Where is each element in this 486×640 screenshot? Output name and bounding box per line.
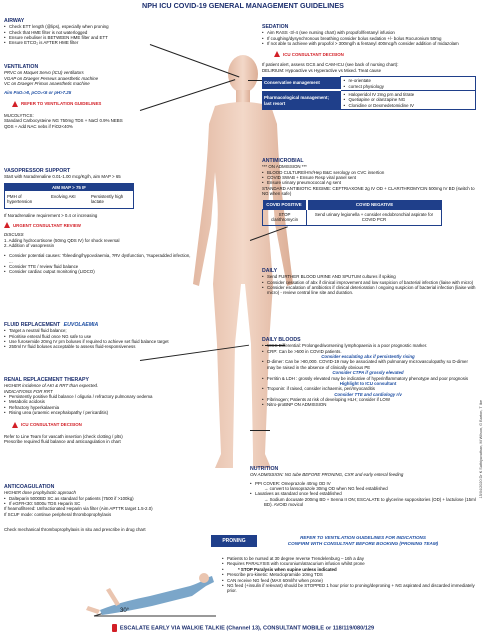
rrt-line: Refer to Line Team for vascath insertion (check clotting / plts) — [4, 433, 123, 439]
daily-section — [262, 268, 476, 296]
daily-item: • Consider escalation of antibiotics if clinical deterioration / ongoing suspicion of bacterial infection (liaise with micro) - review central line site and duration. — [262, 285, 476, 296]
nutrition-line: ON ADMISSION: NG tube BEFORE PRONING, CXR and early enteral feeding — [250, 472, 404, 478]
delirium-table — [262, 76, 476, 110]
pharm-item: • Clonidine or Dexmedetomidine IV — [344, 103, 473, 108]
vaso-discuss: DISCUSS — [4, 232, 24, 238]
sedation-icu-decision: ICU CONSULTANT DECISION — [283, 51, 344, 57]
vent-line: VC on Draeger Primus anaesthetic machine — [4, 81, 90, 87]
airway-item: • Ensure nebuliser is BETWEEN HME filter and ETT — [4, 35, 202, 40]
vaso-consider: • Consider cardiac output monitoring (LIDCO) — [4, 269, 194, 274]
bloods-item: • D-dimer: Can be >80,000. COVID-19 may be associated with pulmonary microvasculopathy so D-dimer may be raised in the absence of clinically obvious PE — [262, 359, 474, 370]
fluid-item: • Use furosemide 20mg IV prn boluses if required to achieve set fluid balance target — [4, 339, 179, 344]
conservative-cell: Conservative management — [262, 77, 340, 91]
pharmacological-cell: Pharmacological management; last resort — [262, 90, 340, 109]
vent-aim: Aim PaO₂>8, pCO₂<6 or pH>7.25 — [4, 90, 72, 96]
anticoag-heading: ANTICOAGULATION — [4, 484, 55, 490]
proning-item: • * STOP Paralysis when supine unless indicated — [222, 567, 476, 572]
rrt-line: HIGHER incidence of AKI & RRT than expected. — [4, 383, 99, 389]
proning-item: • NG feed (+insulin if relevant) should be STOPPED 1 hour prior to proning/deproning + NG aspirated and discarded immediately prior. — [222, 583, 476, 594]
daily-item: • Consider cessation of abx if clinical improvement and low suspicion of bacterial infection (liaise with micro) — [262, 280, 476, 285]
angle-label: 30° — [120, 608, 130, 614]
proning-refer-line: REFER TO VENTILATION GUIDELINES FOR INDICATIONS — [300, 535, 426, 540]
bloods-note: Highlight to ICU consultant — [339, 380, 397, 386]
anticoag-section — [4, 484, 194, 533]
anticoag-line: If SCUF mode: continue peripheral thromboprophylaxis — [4, 511, 112, 517]
conservative-item: • re-orientate — [344, 78, 473, 83]
vaso-if: If Noradrenaline requirement > 0.4 or increasing — [4, 212, 98, 218]
fluid-item: • Prioritise enteral fluid once NG safe to use — [4, 334, 179, 339]
bloods-item: • WCC Differential: Prolonged/worsening lymphopaenia is a poor prognostic marker. — [262, 343, 474, 348]
bloods-note: Consider CTPA if grossly elevated — [332, 370, 404, 376]
rrt-icu-decision: ICU CONSULTANT DECISION — [21, 421, 82, 427]
prone-patient-figure — [80, 560, 220, 620]
nutrition-item: • Laxatives as standard once feed established — [250, 491, 476, 496]
warning-icon — [12, 422, 18, 428]
proning-item: • Requires PARALYSIS with rocuronium/atracurium infusion whilst prone — [222, 561, 476, 566]
nutrition-heading: NUTRITION — [250, 466, 279, 472]
mucolytics-line: QDS + Add NAC nebs if FiO2<40% — [4, 123, 73, 129]
antimicrobial-section — [262, 158, 476, 226]
sedation-heading: SEDATION — [262, 24, 289, 30]
sedation-item: • If coughing/dysynchronous breathing consider bolus sedation +/- bolus Rocuronium 50mg — [262, 36, 476, 41]
covid-positive-head: COVID POSITIVE — [263, 200, 307, 210]
antimicro-admission: *** ON ADMISSION *** — [262, 164, 307, 170]
ventilation-section — [4, 64, 202, 129]
vaso-urgent: URGENT CONSULTANT REVIEW — [13, 222, 81, 228]
rrt-item: • Metabolic acidosis — [4, 399, 184, 404]
proning-heading: PRONING — [211, 535, 257, 547]
vent-line: PRVC on Maquet Servo (ICU) ventilators — [4, 70, 84, 76]
ventilation-heading: VENTILATION — [4, 64, 39, 70]
covid-positive-cell: STOP clarithromycin — [263, 209, 307, 225]
nutrition-sub: → convert to lansoprazole 30mg OD when NG feed established — [264, 486, 388, 492]
rrt-line: INDICATIONS FOR RRT — [4, 388, 53, 394]
vaso-heading: VASOPRESSOR SUPPORT — [4, 168, 71, 174]
vaso-start: Start with Noradrenaline 0.01-1.00 mcg/Kg/h, aim MAP > 65 — [4, 174, 121, 180]
pharm-item: • Quetiapine or olanzapine NG — [344, 97, 473, 102]
bloods-item: • Ferritin & LDH : grossly elevated may be indicative of hyperinflammatory phenotype and poor prognosis — [262, 376, 474, 381]
sedation-delirium: DELIRIUM: Hypoactive vs Hyperactive vs Mixed. Treat cause — [262, 67, 382, 73]
mucolytics-line: Standard Carbocysteine NG 750mg TDS + NaCl 0.9% NEBS — [4, 118, 123, 124]
airway-heading: AIRWAY — [4, 18, 25, 24]
bloods-note: Consider escalating abx if persistently rising — [321, 354, 415, 360]
bloods-item: • Fibrinogen; Patients at risk of developing HLH; consider if LOW — [262, 397, 474, 402]
mucolytics-label: MUCOLYTICS: — [4, 112, 34, 118]
vaso-consider: • Consider TTE / review fluid balance — [4, 264, 194, 269]
page-title: NPH ICU COVID-19 GENERAL MANAGEMENT GUIDELINES — [142, 1, 344, 10]
antimicrobial-heading: ANTIMICROBIAL — [262, 158, 304, 164]
vaso-discuss-item: 1. Adding hydrocortisone (50mg QDS IV) for shock reversal — [4, 237, 120, 243]
antimicro-item: • Ensure urinary pneumococcal Ag sent — [262, 180, 476, 185]
airway-item: • Check ETT length (@lips), especially when proning — [4, 24, 202, 29]
proning-item: • Patients to be nursed at 30 degree reverse Trendelenburg – 16h a day — [222, 556, 476, 561]
anticoag-line: HIGHER dose prophylactic approach — [4, 490, 76, 496]
footer-escalate — [0, 624, 486, 632]
fluid-euvolaemia: EUVOLAEMIA — [63, 322, 99, 328]
daily-heading: DAILY — [262, 268, 278, 274]
proning-list — [222, 556, 476, 594]
nutrition-section — [250, 466, 476, 508]
airway-item: • Ensure ETCO₂ is AFTER HME filter — [4, 40, 202, 45]
vent-refer: REFER TO VENTILATION GUIDELINES — [21, 101, 102, 107]
anticoag-line: If heamofiltered: Unfractionated Heparin via filter (Aim APTTR target 1.5-2.0) — [4, 506, 153, 512]
signature: 15/04/2020 Dr K Sathiyavathan, M Wilson, G Barton, T Ibe — [479, 400, 484, 499]
warning-icon — [12, 101, 18, 107]
proning-item: • CAN receive NG feed (MAX 60ml/hr when prone) — [222, 578, 476, 583]
fluid-item: • Target a neutral fluid balance; — [4, 328, 179, 333]
bloods-note: Consider TTE and cardiology r/v — [334, 391, 402, 397]
sedation-item: • If not able to achieve with propofol > 300mg/h & fentanyl 400mcg/h consider addition of midazolam — [262, 41, 476, 46]
fluid-item: • 250ml IV fluid boluses acceptable to assess fluid-responsiveness — [4, 344, 179, 349]
fluid-heading: FLUID REPLACEMENT — [4, 322, 61, 328]
antimicro-item: • BLOOD CULTURE/HIV/Hep B&C serology on CVC insertion — [262, 170, 476, 175]
covid-negative-cell: Send urinary legionella + consider endobronchial aspirate for COVID PCR — [307, 209, 442, 225]
vaso-discuss-item: 2. Addition of vasopressin — [4, 242, 55, 248]
airway-item: • Check that HME filter is not waterlogged — [4, 30, 202, 35]
warning-icon — [4, 222, 10, 228]
anticoag-item: • Dalteparin 5000BD SC as standard for patients (7500 if >100kg) — [4, 496, 194, 501]
conservative-item: • correct physiology — [344, 84, 473, 89]
warning-icon — [274, 51, 280, 57]
footer-text: ESCALATE EARLY VIA WALKIE TALKIE (Channel 13), CONSULTANT MOBILE or 118/119/080/129 — [119, 625, 375, 632]
rrt-heading: RENAL REPLACEMENT THERAPY — [4, 377, 89, 383]
map-box-heading: AIM MAP > 75 IF — [5, 184, 133, 191]
covid-table — [262, 200, 442, 226]
bloods-heading: DAILY BLOODS — [262, 337, 301, 343]
map-box — [4, 183, 134, 209]
bloods-item: • Troponin: if raised, consider ischaemis, peri/myocarditis — [262, 386, 474, 391]
bloods-item: • CRP: Can be >500 in COVID patients. — [262, 349, 474, 354]
antimicro-item: • COVID SWAB + Ensure Resp viral panel sent — [262, 175, 476, 180]
airway-section — [4, 18, 202, 46]
proning-refer — [263, 535, 463, 546]
proning-item: • Prescribe pro-kinetic: Metoclopramide 10mg TDS — [222, 572, 476, 577]
proning-refer-line: CONFIRM WITH CONSULTANT BEFORE BOOKING (PRONING TEAM) — [287, 540, 439, 546]
sedation-section — [262, 24, 476, 110]
map-criterion: PMH of hypertension — [7, 194, 33, 205]
vent-line: VGAP on Draeger Perseus anaesthetic machine — [4, 75, 99, 81]
map-criterion: Persistently high lactate — [91, 194, 124, 205]
bloods-item: • Nitro-proBNP ON ADMISSION — [262, 402, 474, 407]
map-criterion: Evolving AKI — [51, 194, 76, 200]
bloods-section — [262, 337, 474, 408]
nutrition-sub: → Sodium docusate 200mg BD + Senna II ON; ESCALATE to glycerine suppositories (OD) + lactulose (15ml BD). AVOID movicol — [264, 496, 476, 508]
pharm-item: • Haloperidol IV 2mg prn and titrate — [344, 92, 473, 97]
vaso-consider: • Consider potential causes: ?bleeding/hypovolaemia, ?RV dysfunction, ?superadded infection, ... — [4, 253, 194, 264]
rrt-item: • Persistently positive fluid balance / oliguria / refractory pulmonary oedema — [4, 394, 184, 399]
vasopressor-section — [4, 168, 194, 275]
anticoag-item: • If eGFR<30: 5000u TDS Heparin SC — [4, 501, 194, 506]
walkie-talkie-icon — [112, 624, 117, 632]
rrt-item: • Refractory hyperkalaemia — [4, 405, 184, 410]
rrt-line: Prescribe required fluid balance and anticoagulation in chart — [4, 438, 121, 444]
daily-item: • Send FURTHER BLOOD URINE AND SPUTUM cultures if spiking — [262, 274, 476, 279]
fluid-section — [4, 322, 179, 350]
covid-negative-head: COVID NEGATIVE — [307, 200, 442, 210]
antimicro-standard: STANDARD ANTIBIOTIC REGIME: CEFTRIAXONE 2g IV OD + CLARITHROMYCIN 500mg IV BD (switch to NG when safe) — [262, 185, 475, 197]
rrt-item: • Rising urea (uraemic encephalopathy / pericarditis) — [4, 410, 184, 415]
sedation-alert: If patient alert, assess GCS and CAM-ICU (see back of nursing chart): — [262, 62, 399, 68]
nutrition-item: • PPI COVER: Omeprazole 40mg OD IV — [250, 481, 476, 486]
rrt-section — [4, 377, 184, 444]
sedation-item: • Aim RASS -3/-4 (see nursing chart) with propofol/fentanyl infusion — [262, 30, 476, 35]
anticoag-line: Check mechanical thromboprophylaxis in situ and prescribe in drug chart — [4, 527, 146, 533]
